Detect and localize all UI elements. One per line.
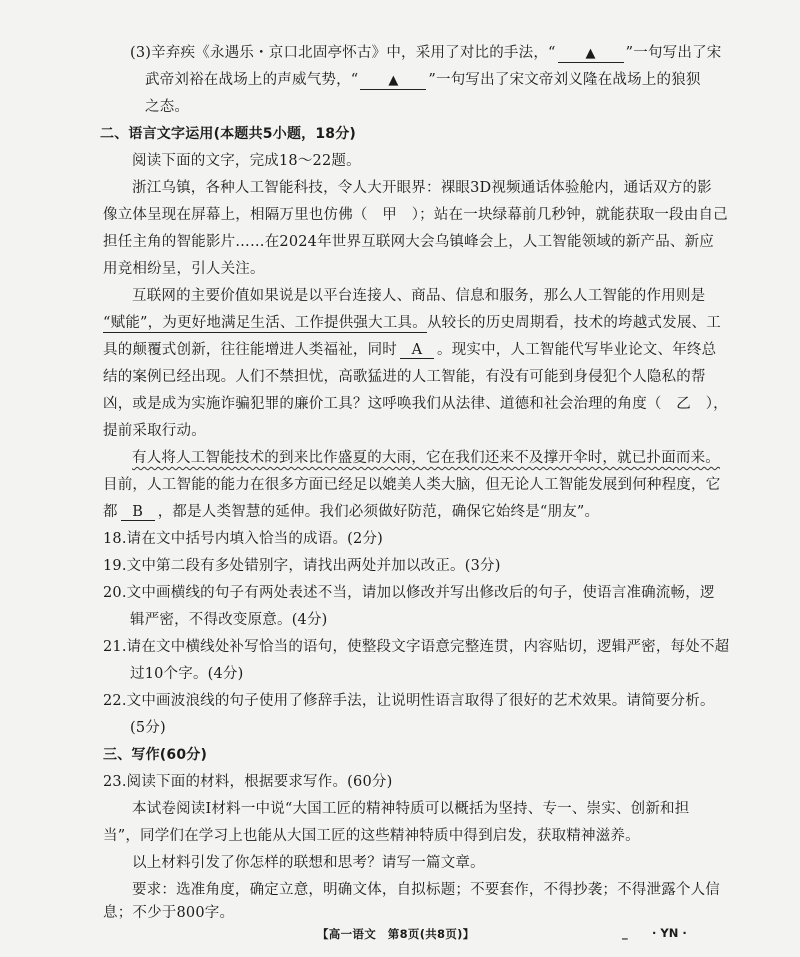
passage-p2-line2-rest: 从较长的历史周期看，技术的垮越式发展、工 [426, 315, 721, 331]
passage-p1-line4: 用竞相纷呈，引人关注。 [103, 261, 265, 277]
passage-p1-line3: 担任主角的智能影片……在2024年世界互联网大会乌镇峰会上，人工智能领域的新产品、新应 [103, 234, 714, 250]
passage-p2-line3-rest: 。现实中，人工智能代写毕业论文、年终总 [437, 342, 717, 358]
q17-3-line1 [130, 43, 721, 63]
section2-heading: 二、语言文字运用(本题共5小题，18分) [100, 126, 357, 142]
question-18: 18.请在文中括号内填入恰当的成语。(2分) [103, 531, 383, 547]
passage-p2-line1: 互联网的主要价值如果说是以平台连接人、商品、信息和服务，那么人工智能的作用则是 [132, 288, 706, 304]
answer-blank-2[interactable] [360, 72, 426, 90]
footer-dash: _ [622, 926, 628, 940]
q17-3-line2 [145, 70, 701, 90]
passage-p1-line1: 浙江乌镇，各种人工智能科技，令人大开眼界：裸眼3D视频通话体验舱内，通话双方的影 [132, 180, 712, 196]
material-line1: 本试卷阅读Ⅰ材料一中说“大国工匠的精神特质可以概括为坚持、专一、崇实、创新和担 [132, 801, 690, 817]
question-22-line2: (5分) [130, 720, 166, 736]
material-line2: 当”，同学们在学习上也能从大国工匠的这些精神特质中得到启发，获取精神滋养。 [103, 828, 640, 844]
q17-3-text-b: ”一句写出了宋 [625, 45, 722, 61]
passage-p3-line2: 目前，人工智能的能力在很多方面已经足以媲美人类大脑，但无论人工智能发展到何种程度，它 [103, 477, 721, 493]
section3-heading: 三、写作(60分) [103, 747, 208, 763]
fill-blank-b[interactable]: B [121, 504, 155, 521]
underlined-sentence: “赋能”，为更好地满足生活、工作提供强大工具。 [103, 315, 427, 331]
passage-p2-line2 [103, 313, 721, 333]
material-line3: 以上材料引发了你怎样的联想和思考？请写一篇文章。 [132, 855, 485, 871]
footer-page-info: 【高一语文 第8页(共8页)】 [317, 927, 475, 941]
triangle-icon: ▲ [388, 73, 399, 88]
q17-3-text-a: (3)辛弃疾《永遇乐・京口北固亭怀古》中，采用了对比的手法，“ [130, 45, 556, 61]
passage-p3-line3-rest: ，都是人类智慧的延伸。我们必须做好防范，确保它始终是“朋友”。 [157, 504, 600, 520]
passage-p1-line2: 像立体呈现在屏幕上，相隔万里也仿佛（ 甲 ）；站在一块绿幕前几秒钟，就能获取一段由自己 [103, 207, 728, 223]
passage-p2-line4: 结的案例已经出现。人们不禁担忧，高歌猛进的人工智能，有没有可能到身侵犯个人隐私的帮 [103, 369, 706, 385]
answer-blank-1[interactable] [558, 45, 624, 63]
footer-code: · YN · [652, 926, 687, 940]
passage-p3-line3-text: 都 [103, 504, 118, 520]
q17-3-text-c: 武帝刘裕在战场上的声威气势，“ [145, 72, 359, 88]
q17-3-line3: 之态。 [145, 99, 190, 115]
triangle-icon: ▲ [585, 46, 596, 61]
q17-3-text-d: ”一句写出了宋文帝刘义隆在战场上的狼狈 [428, 72, 701, 88]
passage-p2-line3-text: 具的颠覆式创新，往往能增进人类福祉，同时 [103, 342, 397, 358]
passage-p3-line1 [132, 448, 720, 468]
section2-instruction: 阅读下面的文字，完成18～22题。 [132, 153, 361, 169]
question-23: 23.阅读下面的材料，根据要求写作。(60分) [103, 774, 393, 790]
requirement-line1: 要求：选准角度，确定立意，明确文体，自拟标题；不要套作，不得抄袭；不得泄露个人信 [132, 882, 720, 898]
fill-blank-a[interactable]: A [400, 342, 434, 359]
passage-p3-line3 [103, 502, 599, 522]
question-20-line1: 20.文中画横线的句子有两处表述不当，请加以修改并写出修改后的句子，使语言准确流畅，逻 [103, 585, 715, 601]
page-footer [0, 926, 800, 946]
requirement-line2: 息；不少于800字。 [103, 905, 235, 921]
question-19: 19.文中第二段有多处错别字，请找出两处并加以改正。(3分) [103, 558, 501, 574]
question-21-line1: 21.请在文中横线处补写恰当的语句，使整段文字语意完整连贯，内容贴切，逻辑严密，每处不超 [103, 639, 730, 655]
passage-p2-line6: 提前采取行动。 [103, 423, 206, 439]
wavy-underlined-sentence: 有人将人工智能技术的到来比作盛夏的大雨，它在我们还来不及撑开伞时，就已扑面而来。 [132, 450, 720, 466]
question-21-line2: 过10个字。(4分) [130, 666, 244, 682]
passage-p2-line3 [103, 340, 716, 360]
passage-p2-line5: 凶，或是成为实施诈骗犯罪的廉价工具？这呼唤我们从法律、道德和社会治理的角度（ 乙 ）， [103, 396, 728, 412]
question-22-line1: 22.文中画波浪线的句子使用了修辞手法，让说明性语言取得了很好的艺术效果。请简要分析。 [103, 693, 715, 709]
question-20-line2: 辑严密，不得改变原意。(4分) [130, 612, 328, 628]
